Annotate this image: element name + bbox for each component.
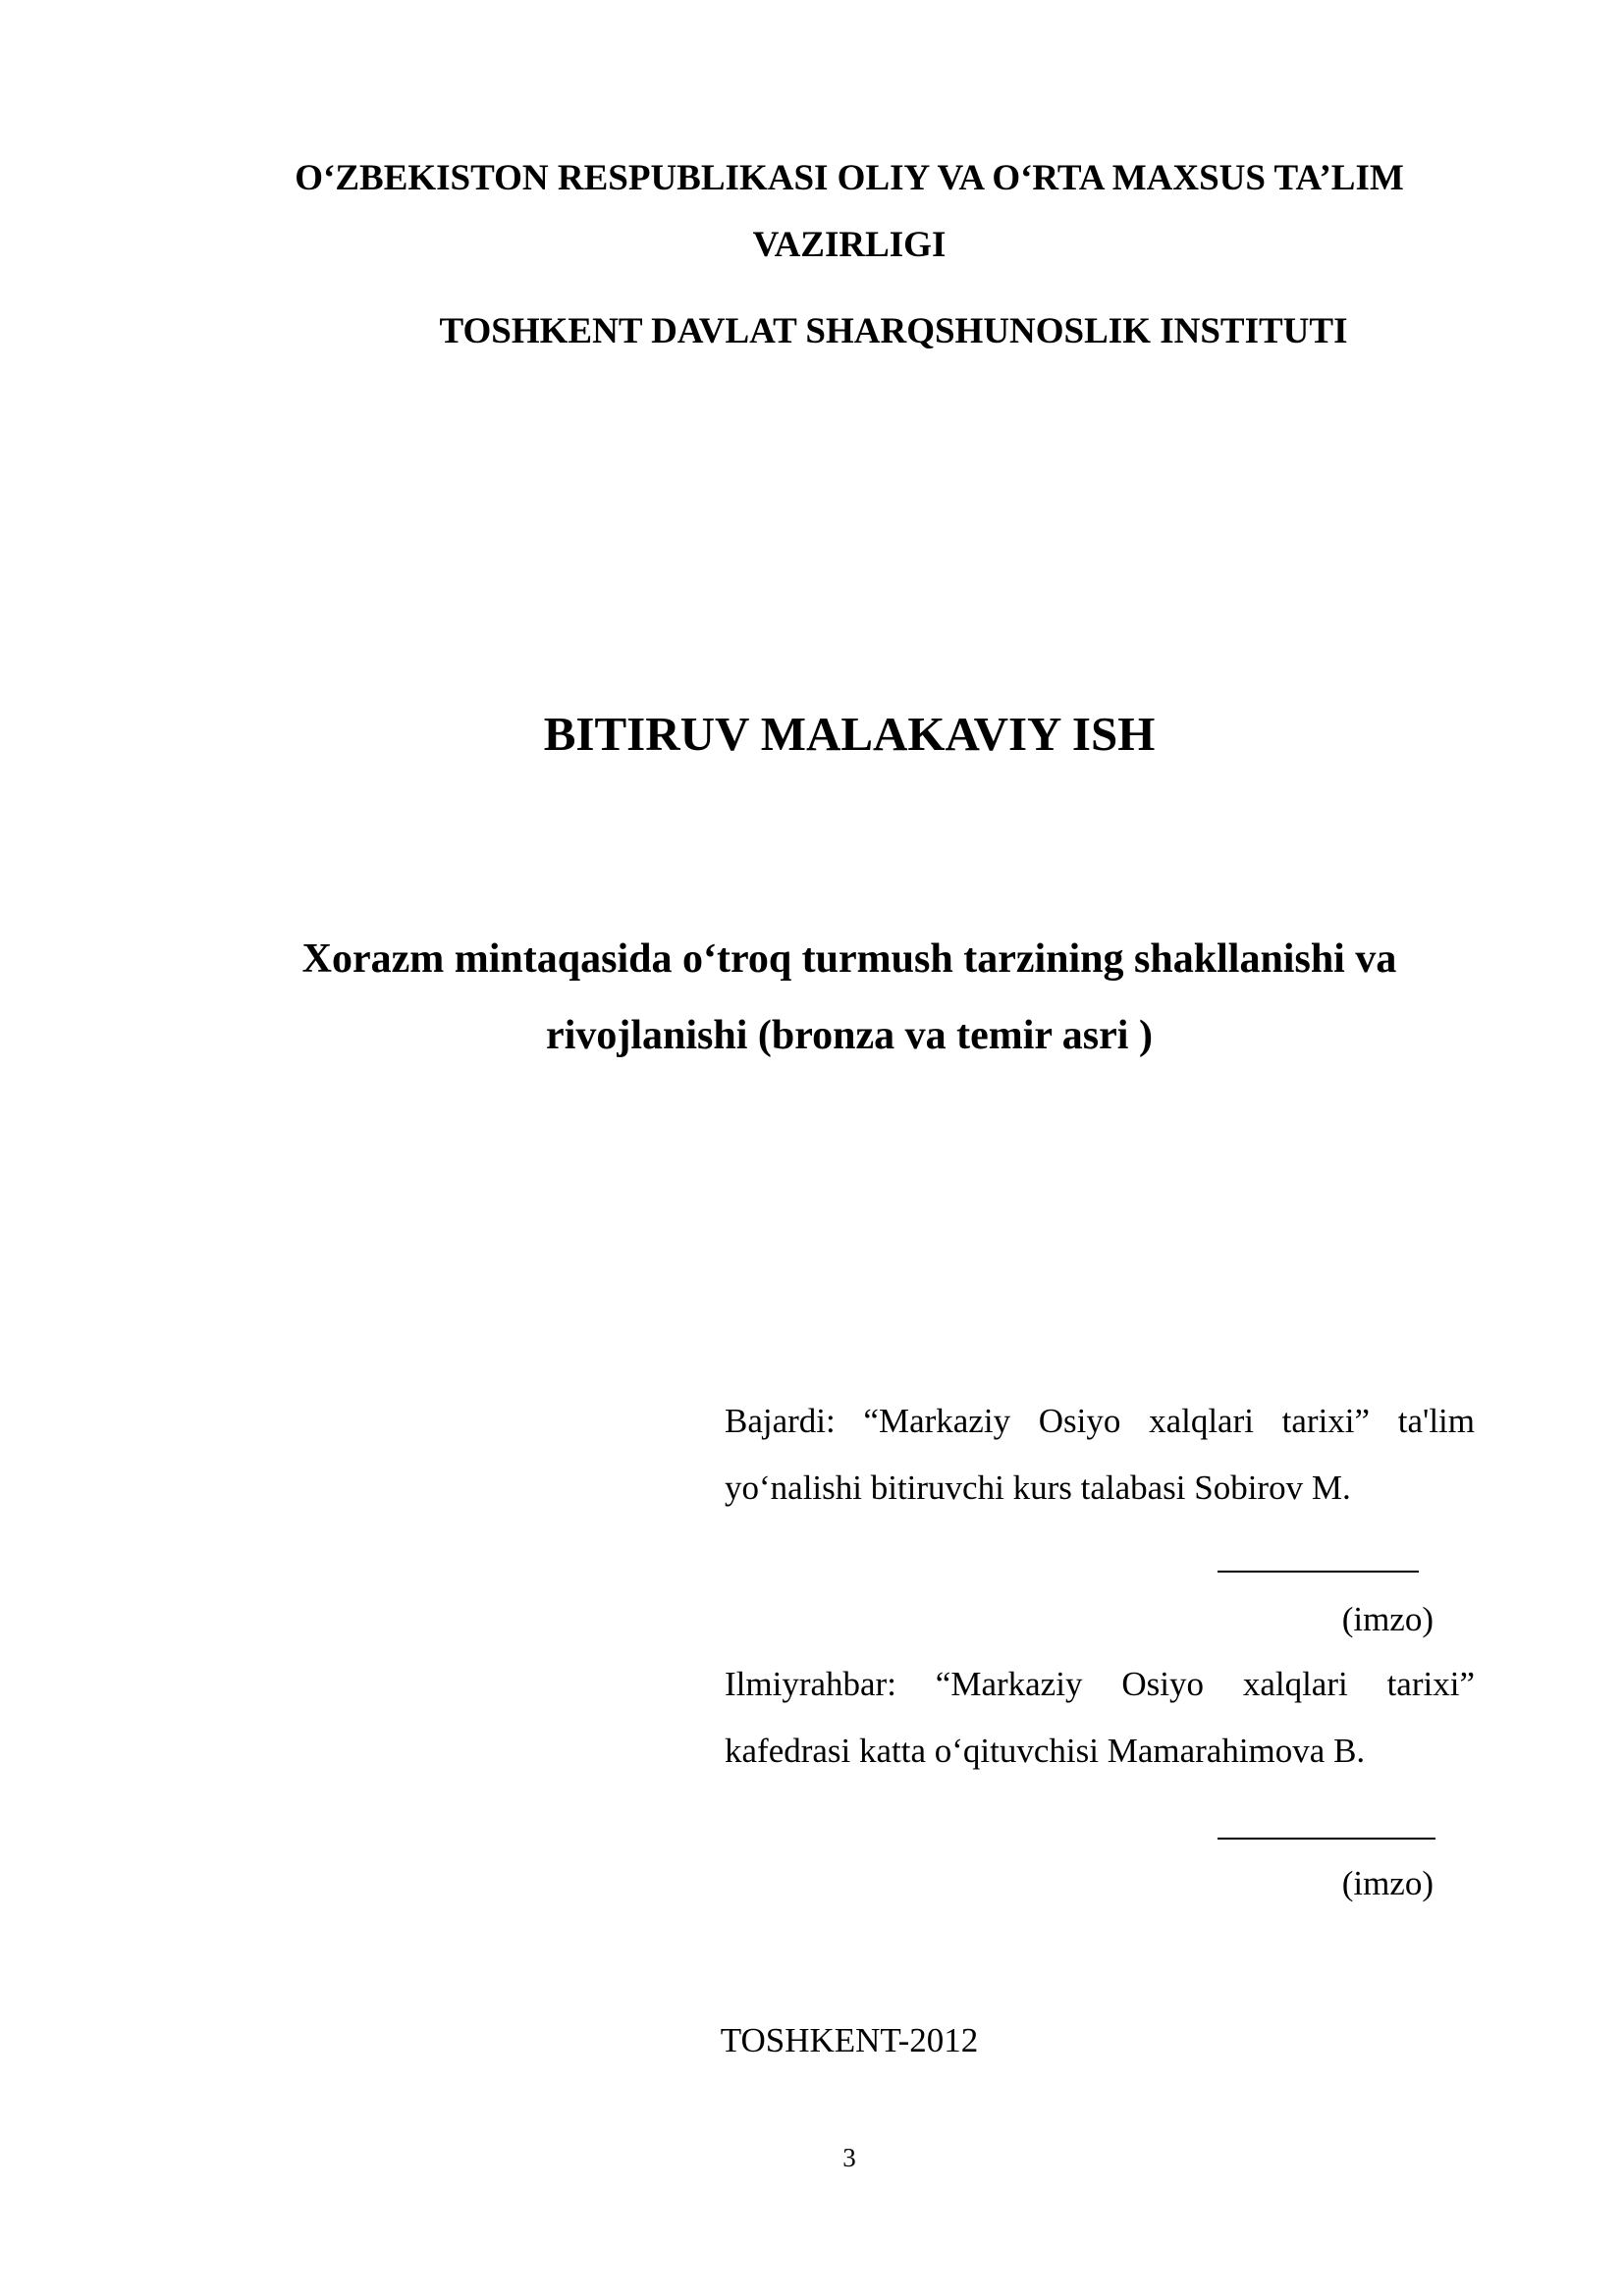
performer-info: Bajardi: “Markaziy Osiyo xalqlari tarixi” ta'lim yo‘nalishi bitiruvchi kurs talabasi Sobirov M.: [725, 1402, 1475, 1507]
page-number: 3: [842, 2143, 856, 2172]
city-year: TOSHKENT-2012: [720, 2021, 979, 2059]
document-type: BITIRUV MALAKAVIY ISH: [543, 707, 1156, 761]
performer-signature-line: [1218, 1571, 1419, 1573]
supervisor-info: Ilmiyrahbar: “Markaziy Osiyo xalqlari tarixi” kafedrasi katta o‘qituvchisi Mamarahimova B.: [725, 1665, 1475, 1770]
ministry-heading: O‘ZBEKISTON RESPUBLIKASI OLIY VA O‘RTA MAXSUS TA’LIM VAZIRLIGI: [295, 158, 1404, 265]
performer-signature-label: (imzo): [1341, 1600, 1434, 1638]
document-title: Xorazm mintaqasida o‘troq turmush tarzining shakllanishi va rivojlanishi (bronza va temir asri ): [301, 936, 1397, 1058]
supervisor-signature-line: [1218, 1838, 1435, 1840]
supervisor-signature-label: (imzo): [1341, 1864, 1434, 1902]
institute-heading: TOSHKENT DAVLAT SHARQSHUNOSLIK INSTITUTI: [439, 311, 1348, 351]
